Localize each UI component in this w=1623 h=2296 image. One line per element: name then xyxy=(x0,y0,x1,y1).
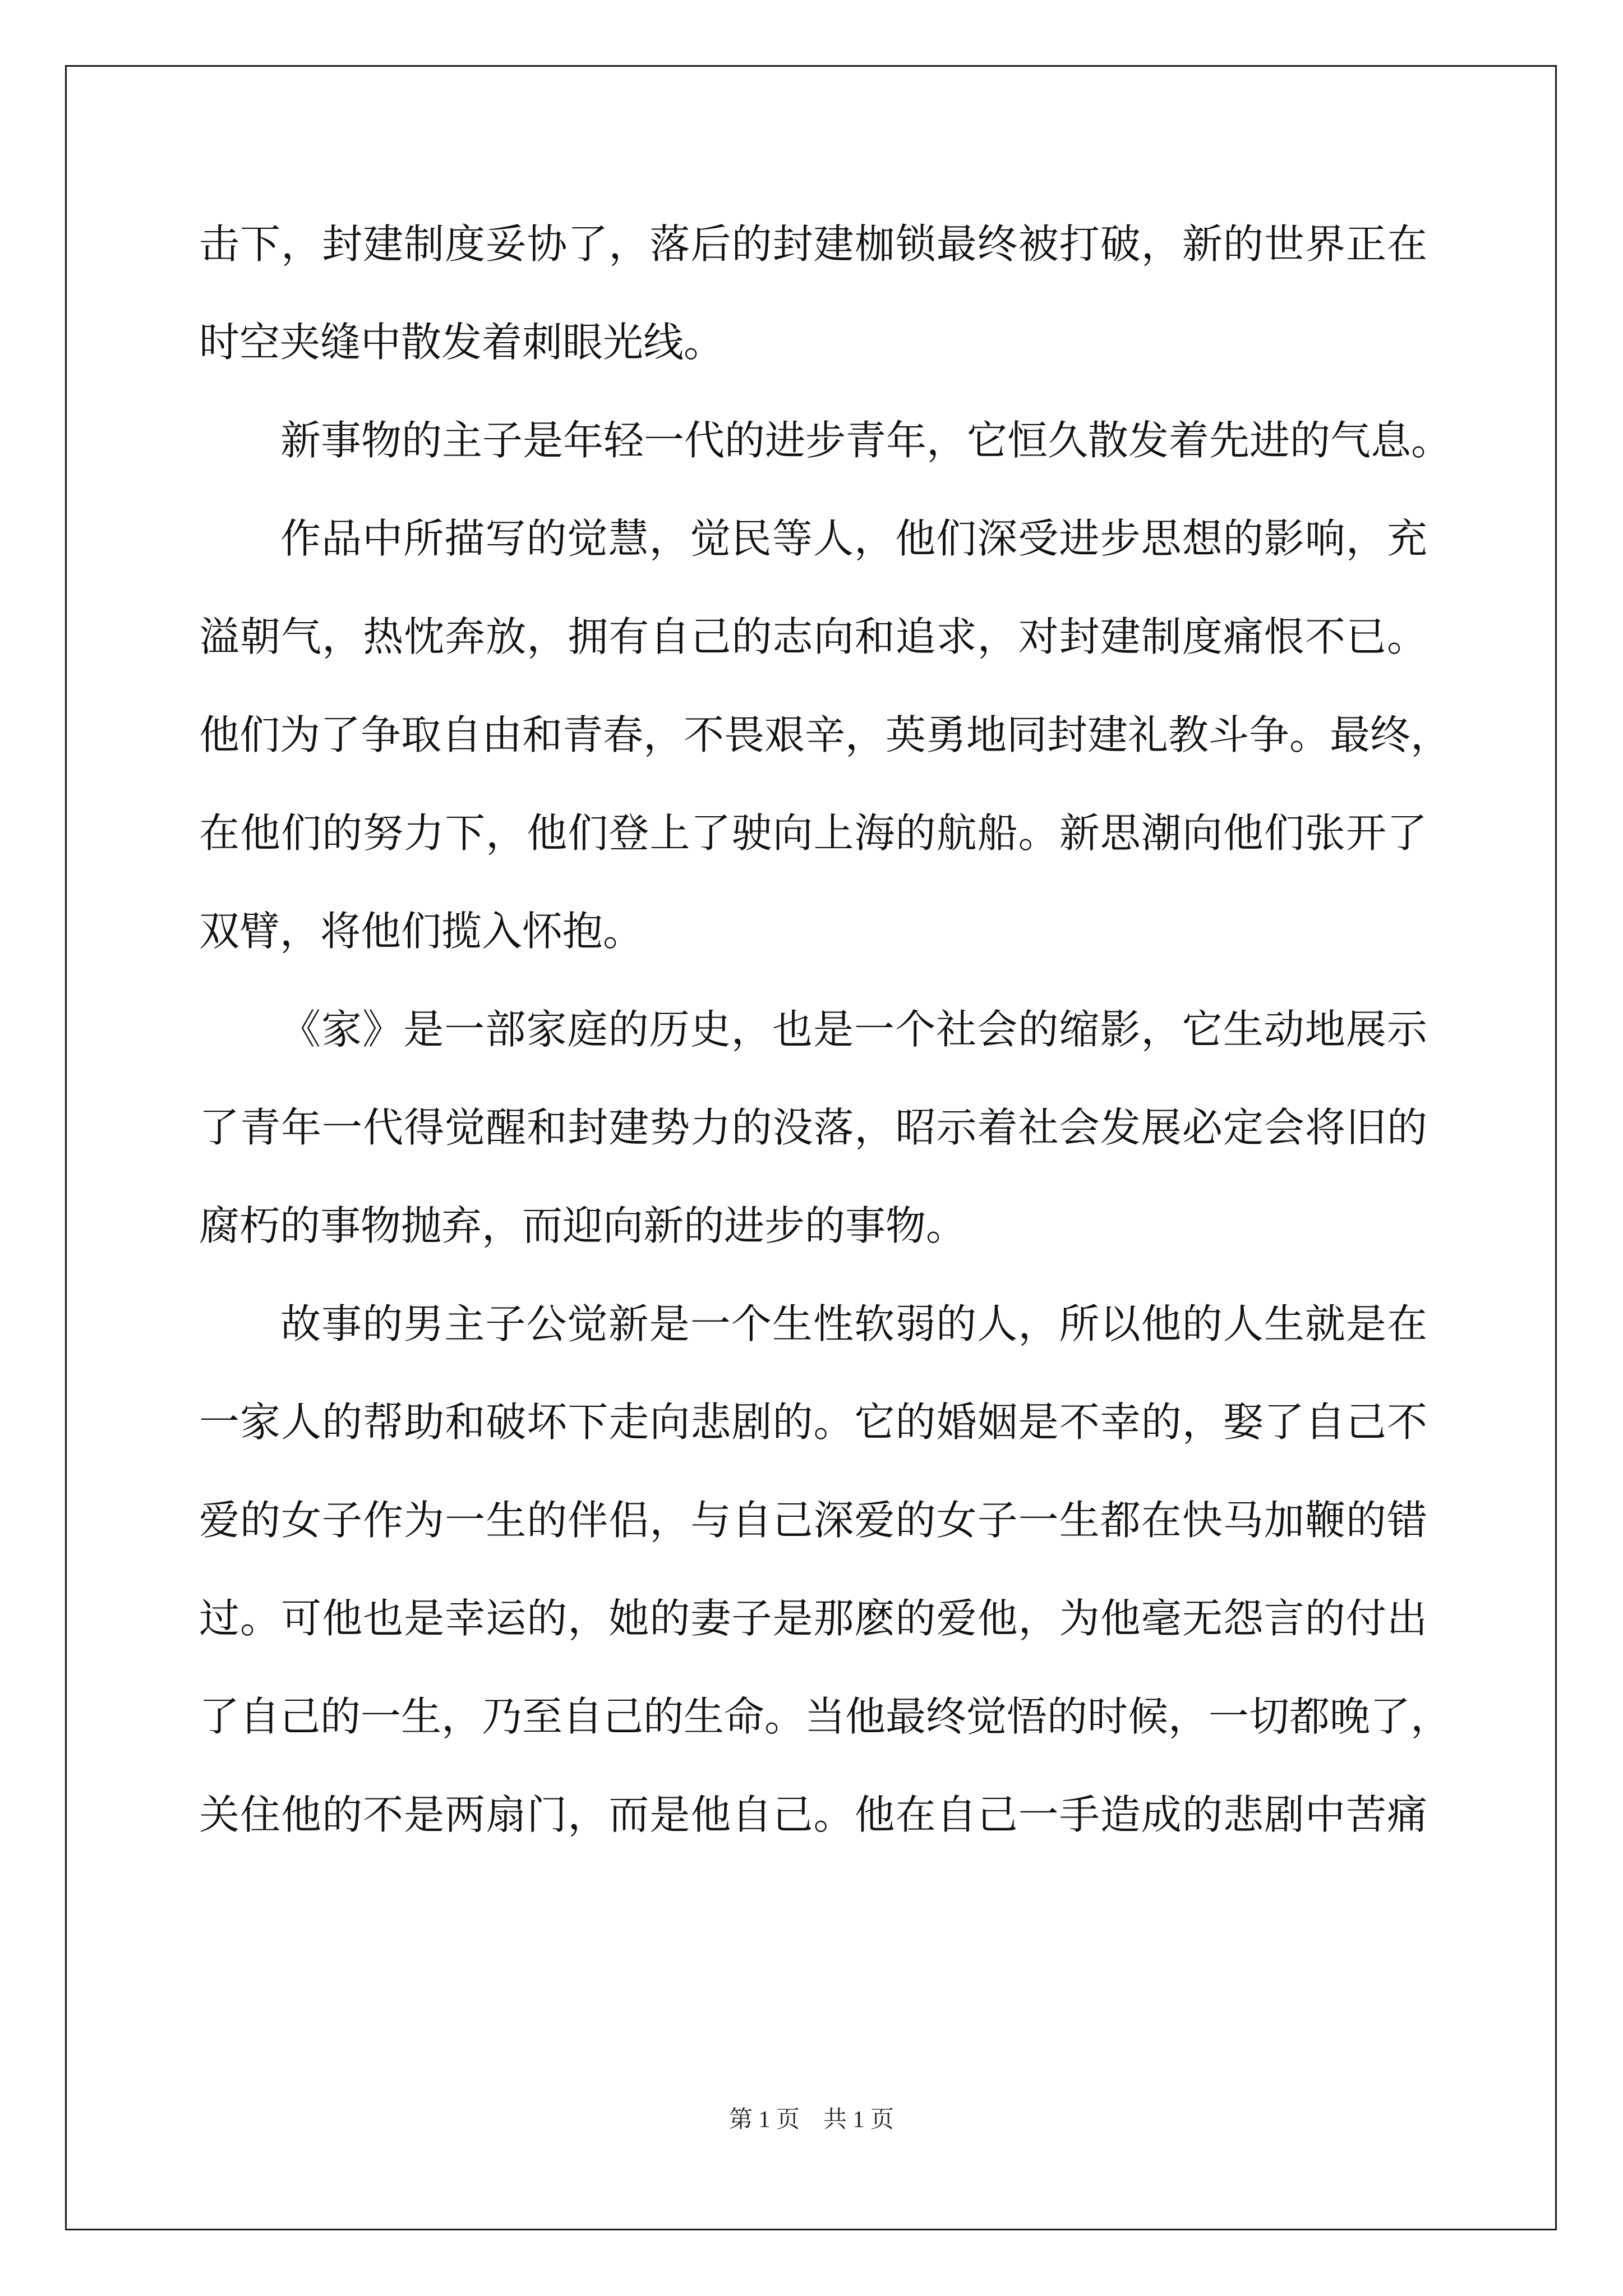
body-line: 爱的女子作为一生的伴侣，与自己深爱的女子一生都在快马加鞭的错 xyxy=(199,1497,1427,1544)
page-number-footer: 第 1 页 共 1 页 xyxy=(728,2107,894,2133)
body-line: 双臂，将他们揽入怀抱。 xyxy=(199,908,644,955)
body-line: 过。可他也是幸运的，她的妻子是那麽的爱他，为他毫无怨言的付出 xyxy=(199,1595,1427,1642)
body-line: 了自己的一生，乃至自己的生命。当他最终觉悟的时候，一切都晚了， xyxy=(199,1693,1451,1740)
body-line: 时空夹缝中散发着刺眼光线。 xyxy=(199,319,725,366)
body-line: 腐朽的事物抛弃，而迎向新的进步的事物。 xyxy=(199,1202,967,1249)
body-line: 《家》是一部家庭的历史，也是一个社会的缩影，它生动地展示 xyxy=(280,1006,1427,1053)
body-line: 作品中所描写的觉慧，觉民等人，他们深受进步思想的影响，充 xyxy=(280,515,1427,562)
body-line: 一家人的帮助和破坏下走向悲剧的。它的婚姻是不幸的，娶了自己不 xyxy=(199,1398,1427,1446)
body-line: 溢朝气，热忱奔放，拥有自己的志向和追求，对封建制度痛恨不已。 xyxy=(199,613,1427,660)
body-line: 在他们的努力下，他们登上了驶向上海的航船。新思潮向他们张开了 xyxy=(199,809,1427,857)
body-line: 关住他的不是两扇门，而是他自己。他在自己一手造成的悲剧中苦痛 xyxy=(199,1791,1427,1838)
body-line: 故事的男主子公觉新是一个生性软弱的人，所以他的人生就是在 xyxy=(280,1300,1427,1347)
body-line: 新事物的主子是年轻一代的进步青年，它恒久散发着先进的气息。 xyxy=(280,417,1452,464)
body-line: 了青年一代得觉醒和封建势力的没落，昭示着社会发展必定会将旧的 xyxy=(199,1104,1427,1151)
body-line: 他们为了争取自由和青春，不畏艰辛，英勇地同封建礼教斗争。最终， xyxy=(199,711,1451,758)
body-line: 击下，封建制度妥协了，落后的封建枷锁最终被打破，新的世界正在 xyxy=(199,220,1427,268)
